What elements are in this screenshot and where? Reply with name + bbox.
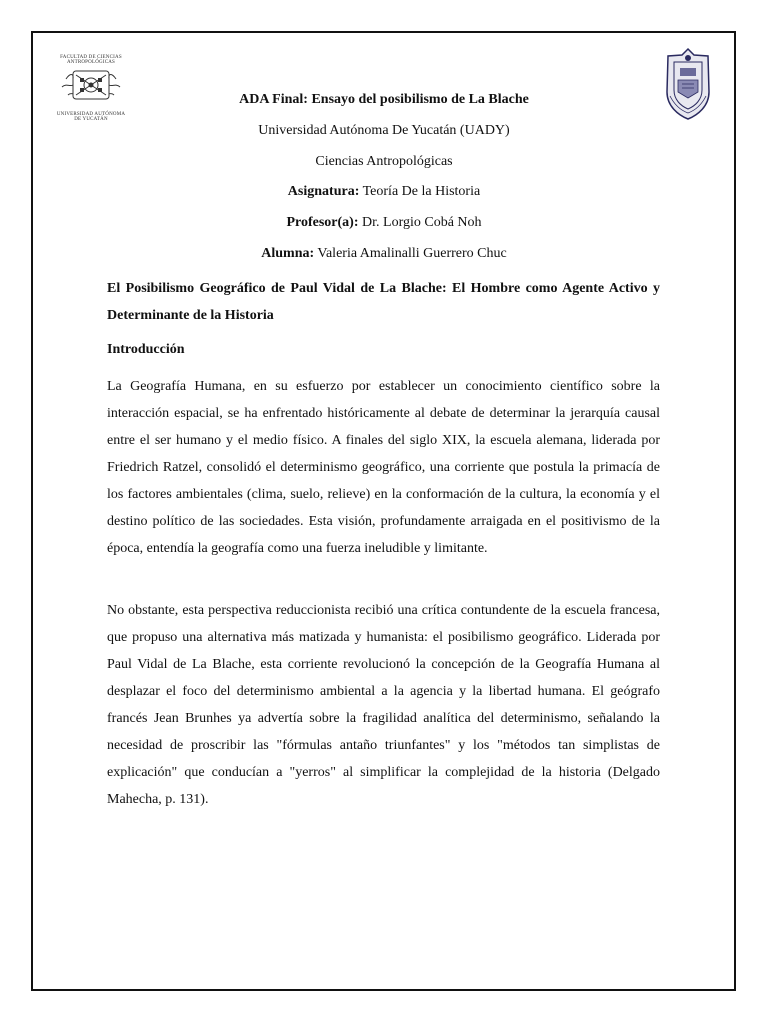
subject-value: Teoría De la Historia — [359, 184, 481, 199]
university-shield-icon — [660, 46, 716, 122]
faculty-logo-top-text: FACULTAD DE CIENCIAS ANTROPOLÓGICAS — [60, 55, 122, 65]
university-logo — [660, 46, 716, 122]
professor-label: Profesor(a): — [286, 215, 359, 230]
subject-line — [0, 184, 768, 200]
student-label: Alumna: — [261, 246, 315, 261]
paragraph: No obstante, esta perspectiva reduccionista recibió una crítica contundente de la escuela francesa, que propuso una alternativa más matizada y humanista: el posibilismo geográfico. Liderada por Paul Vidal de La Blache, esta corriente revolucionó la concepción de la Geografía Humana al desplazar el foco del determinismo ambiental a la agencia y la libertad humana. El geógrafo francés Jean Brunhes ya advertía sobre la fragilidad analítica del determinismo, señalando la necesidad de proscribir las "fórmulas antaño triunfantes" y los "métodos tan simplistas de explicación" que conducían a "yerros" al simplificar la complejidad de la historia (Delgado Mahecha, p. 131). — [107, 603, 660, 807]
student-value: Valeria Amalinalli Guerrero Chuc — [314, 246, 507, 261]
subject-label: Asignatura: — [287, 184, 360, 199]
university-name: Universidad Autónoma De Yucatán (UADY) — [258, 123, 510, 138]
professor-value: Dr. Lorgio Cobá Noh — [358, 215, 482, 230]
professor-line — [0, 215, 768, 231]
section-heading: Introducción — [107, 342, 185, 357]
document-title: ADA Final: Ensayo del posibilismo de La Blache — [239, 92, 529, 107]
faculty-logo-bottom-text: UNIVERSIDAD AUTÓNOMA DE YUCATÁN — [56, 112, 126, 122]
paragraph: La Geografía Humana, en su esfuerzo por establecer un conocimiento científico sobre la interacción espacial, se ha enfrentado históricamente al debate de determinar la jerarquía causal entre el ser humano y el medio físico. A finales del siglo XIX, la escuela alemana, liderada por Friedrich Ratzel, consolidó el determinismo geográfico, una corriente que postula la primacía de los factores ambientales (clima, suelo, relieve) en la conformación de la cultura, la economía y el destino político de las sociedades. Esta visión, profundamente arraigada en el positivismo de la época, entendía la geografía como una fuerza ineludible y limitante. — [107, 379, 660, 556]
faculty-logo — [54, 55, 128, 121]
career-name: Ciencias Antropológicas — [315, 154, 453, 169]
student-line — [0, 246, 768, 262]
essay-title: El Posibilismo Geográfico de Paul Vidal de La Blache: El Hombre como Agente Activo y Determinante de la Historia — [107, 281, 660, 323]
